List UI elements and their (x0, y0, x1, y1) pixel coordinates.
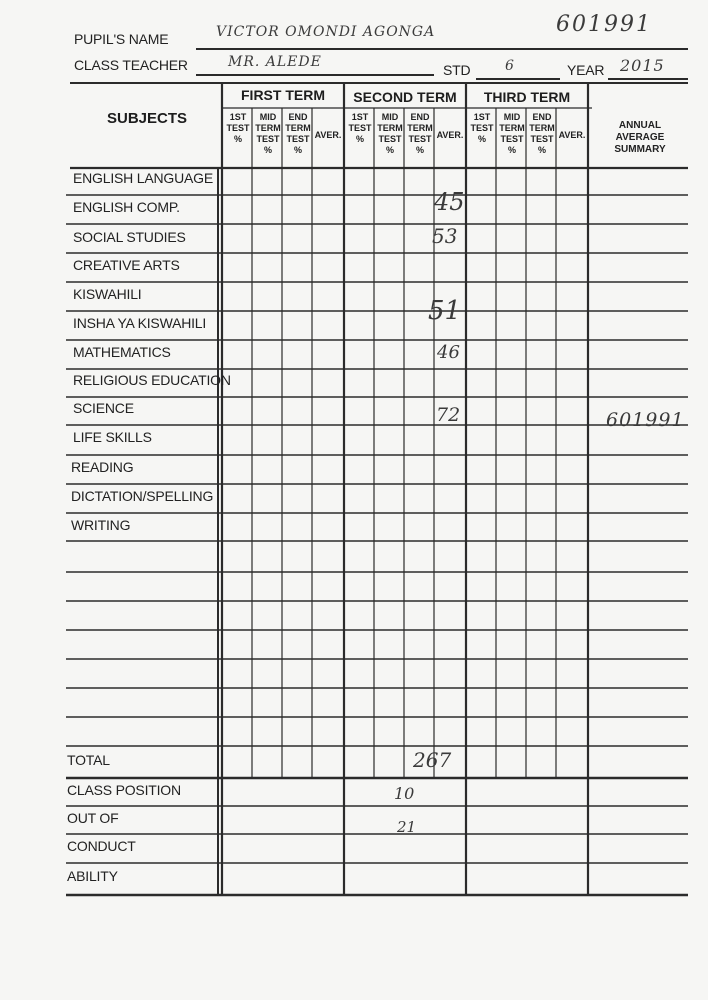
summary-row-label: ABILITY (67, 868, 118, 884)
term-1-subcolumn-4: AVER. (314, 130, 342, 140)
subject-label: RELIGIOUS EDUCATION (73, 372, 231, 388)
class-teacher-value: MR. ALEDE (228, 54, 322, 70)
second-term-average-score: 45 (434, 188, 465, 216)
summary-row-label: TOTAL (67, 752, 110, 768)
subject-label: ENGLISH COMP. (73, 199, 180, 215)
second-term-average-score: 51 (428, 296, 462, 326)
term-3-subcolumn-3: END TERM TEST % (529, 112, 555, 155)
summary-row-label: OUT OF (67, 810, 119, 826)
summary-row-label: CLASS POSITION (67, 782, 181, 798)
subject-label: INSHA YA KISWAHILI (73, 315, 207, 331)
term-2-subcolumn-2: MID TERM TEST % (377, 112, 403, 155)
std-value: 6 (505, 58, 514, 74)
term-1-subcolumn-3: END TERM TEST % (285, 112, 311, 155)
pupil-name-value: VICTOR OMONDI AGONGA (216, 24, 436, 40)
admission-number: 601991 (556, 12, 652, 37)
annual-note: 601991 (606, 409, 685, 431)
year-label: YEAR (567, 62, 605, 78)
summary-row-label: CONDUCT (67, 838, 136, 854)
annual-average-heading: ANNUAL AVERAGE SUMMARY (614, 120, 666, 155)
subjects-heading: SUBJECTS (106, 110, 188, 127)
term-2-subcolumn-1: 1ST TEST % (348, 112, 372, 144)
subject-label: ENGLISH LANGUAGE (73, 170, 213, 186)
term-heading-third: THIRD TERM (483, 89, 571, 105)
subject-label: SOCIAL STUDIES (73, 229, 186, 245)
subject-label: WRITING (71, 517, 131, 533)
subject-label: MATHEMATICS (73, 344, 171, 360)
second-term-average-score: 46 (437, 342, 460, 363)
term-1-subcolumn-1: 1ST TEST % (226, 112, 250, 144)
subject-label: DICTATION/SPELLING (71, 488, 214, 504)
out-of-value: 21 (397, 818, 417, 836)
term-heading-first: FIRST TERM (241, 87, 325, 103)
term-3-subcolumn-2: MID TERM TEST % (499, 112, 525, 155)
term-3-subcolumn-4: AVER. (558, 130, 586, 140)
class-position-value: 10 (394, 784, 415, 803)
term-2-subcolumn-4: AVER. (436, 130, 464, 140)
year-value: 2015 (620, 56, 665, 75)
term-1-subcolumn-2: MID TERM TEST % (255, 112, 281, 155)
subject-label: CREATIVE ARTS (73, 257, 180, 273)
subject-label: SCIENCE (73, 400, 134, 416)
pupil-name-label: PUPIL'S NAME (74, 31, 169, 47)
term-heading-second: SECOND TERM (353, 89, 457, 105)
term-2-subcolumn-3: END TERM TEST % (407, 112, 433, 155)
std-label: STD (443, 62, 471, 78)
second-term-average-score: 72 (436, 404, 461, 426)
subject-label: LIFE SKILLS (73, 429, 152, 445)
term-3-subcolumn-1: 1ST TEST % (470, 112, 494, 144)
total-value: 267 (413, 748, 452, 772)
subject-label: READING (71, 459, 134, 475)
class-teacher-label: CLASS TEACHER (74, 57, 188, 73)
subject-label: KISWAHILI (73, 286, 142, 302)
second-term-average-score: 53 (432, 224, 458, 248)
